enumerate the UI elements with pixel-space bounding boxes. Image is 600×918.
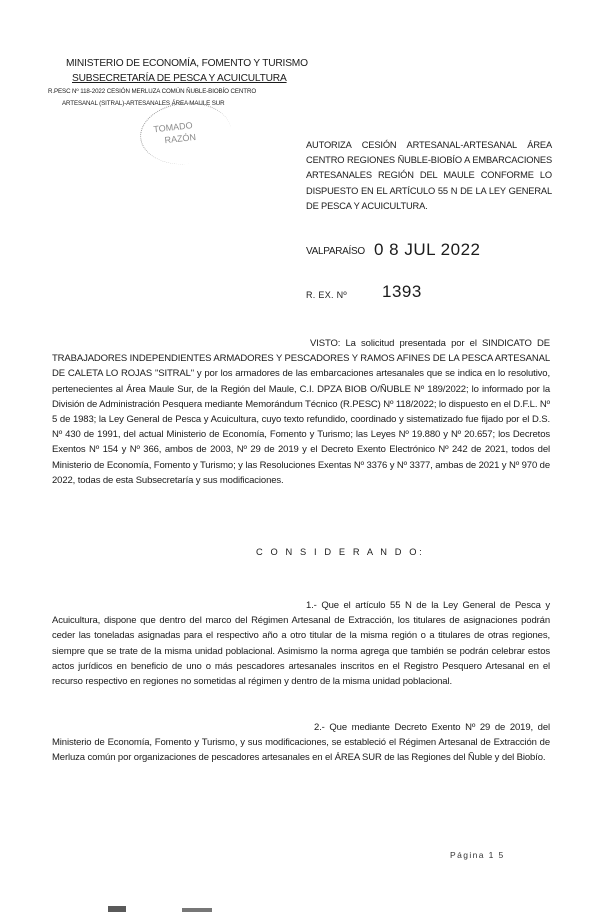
considerando-paragraph-2: [52, 720, 550, 766]
rex-label: R. EX. Nº: [306, 290, 347, 300]
paragraph-1-text: 1.- Que el artículo 55 N de la Ley General de Pesca y Acuicultura, dispone que dentro del marco del Régimen Artesanal de Extracción, los titulares de asignaciones podrán ceder las toneladas asignadas para el respectivo año a otro titular de la misma región o a titulares de otras regiones, siempre que se trate de la misma unidad poblacional. Asimismo la norma agrega que también se podrán celebrar estos actos jurídicos en beneficio de uno o más pescadores artesanales inscritos en el Registro Pesquero Artesanal en el recurso respectivo en regiones no sometidas al régimen y dentro de la misma unidad poblacional.: [52, 600, 550, 688]
visto-text: La solicitud presentada por el SINDICATO DE TRABAJADORES INDEPENDIENTES ARMADORES Y PESCADORES Y RAMOS AFINES DE LA PESCA ARTESANAL DE CALETA LO ROJAS "SITRAL" y por los armadores de las embarcaciones artesanales que se indica en lo resolutivo, pertenecientes al Área Maule Sur, de la Región del Maule, C.I. DPZA BIOB O/ÑUBLE Nº 189/2022; lo informado por la División de Administración Pesquera mediante Memorándum Técnico (R.PESC) Nº 118/2022; lo dispuesto en el D.F.L. Nº 5 de 1983; la Ley General de Pesca y Acuicultura, cuyo texto refundido, coordinado y sistematizado fue fijado por el D.S. Nº 430 de 1991, del actual Ministerio de Economía, Fomento y Turismo; las Leyes Nº 19.880 y Nº 20.657; los Decretos Exentos Nº 154 y Nº 366, ambos de 2003, Nº 29 de 2019 y el Decreto Exento Electrónico Nº 242 de 2021, todos del Ministerio de Economía, Fomento y Turismo; y las Resoluciones Exentas Nº 3376 y Nº 3377, ambas de 2021 y Nº 970 de 2022, todas de esta Subsecretaría y sus modificaciones.: [52, 338, 550, 486]
subsecretaria-name: SUBSECRETARÍA DE PESCA Y ACUICULTURA: [72, 73, 287, 84]
letterhead: [48, 58, 308, 108]
reference-line-1: R.PESC Nº 118-2022 CESIÓN MERLUZA COMÚN ÑUBLE-BIOBÍO CENTRO: [48, 88, 257, 95]
considerando-heading: C O N S I D E R A N D O:: [256, 547, 425, 557]
paragraph-2-text: 2.- Que mediante Decreto Exento Nº 29 de 2019, del Ministerio de Economía, Fomento y Turismo, y sus modificaciones, se estableció el Régimen Artesanal de Extracción de Merluza común por organizaciones de pescadores artesanales en el ÁREA SUR de las Regiones del Ñuble y del Biobío.: [52, 722, 550, 764]
visto-paragraph: [52, 336, 550, 488]
resolution-date: 0 8 JUL 2022: [374, 240, 481, 259]
place-name: VALPARAÍSO: [306, 246, 365, 257]
stamp-line-1: TOMADO: [152, 120, 194, 135]
ministry-name: MINISTERIO DE ECONOMÍA, FOMENTO Y TURISMO: [66, 58, 308, 69]
faded-stamp: [148, 105, 242, 160]
rex-number: 1393: [382, 282, 422, 301]
visto-label: VISTO:: [310, 338, 341, 349]
stamp-line-2: RAZÓN: [164, 131, 197, 146]
considerando-paragraph-1: [52, 598, 550, 689]
scan-mark: [182, 908, 212, 912]
reference-line-2: ARTESANAL (SITRAL)-ARTESANALES ÁREA MAULE SUR: [62, 100, 225, 107]
scan-mark: [108, 906, 126, 912]
page-number: Página 1 5: [450, 850, 505, 860]
resolution-title: AUTORIZA CESIÓN ARTESANAL-ARTESANAL ÁREA CENTRO REGIONES ÑUBLE-BIOBÍO A EMBARCACIONES ARTESANALES REGIÓN DEL MAULE CONFORME LO DISPUESTO EN EL ARTÍCULO 55 N DE LA LEY GENERAL DE PESCA Y ACUICULTURA.: [306, 140, 552, 211]
